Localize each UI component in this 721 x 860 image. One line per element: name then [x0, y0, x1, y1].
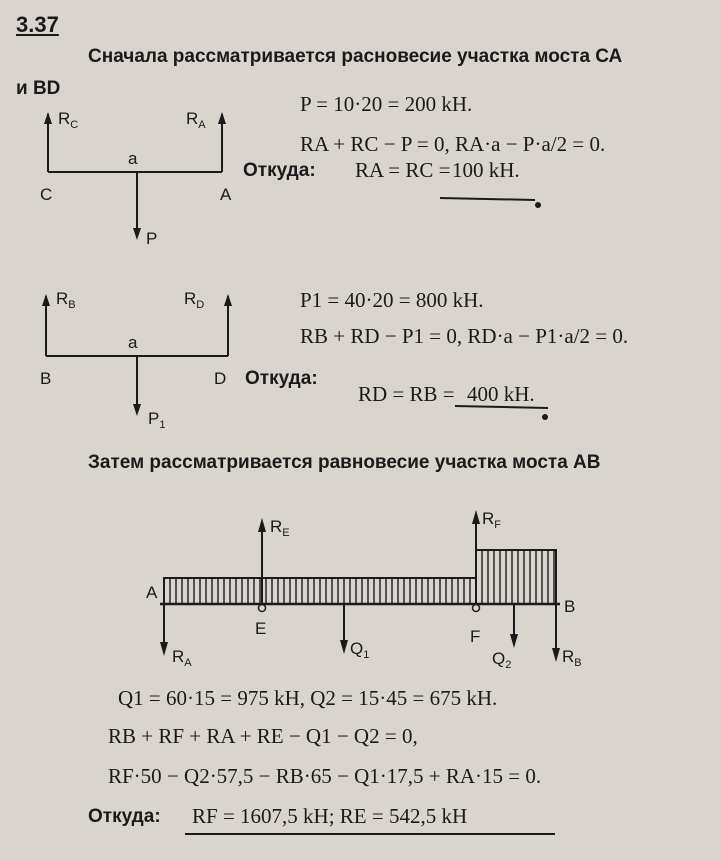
dot-2 — [542, 414, 548, 420]
underline-result-1 — [440, 198, 535, 200]
label-rc: $R_C$ — [58, 109, 79, 131]
part2-result-value: 400 kH. — [467, 382, 535, 406]
support-f — [473, 605, 480, 612]
part1-eq2: RA + RC − P = 0, RA·a − P·a/2 = 0. — [300, 132, 606, 156]
label-q1: $Q_1$ — [350, 639, 370, 661]
diagram-ca — [40, 109, 232, 248]
problem-number: 3.37 — [16, 12, 59, 37]
intro-line-2: и BD — [16, 78, 61, 99]
part1-eq1: P = 10·20 = 200 kH. — [300, 92, 473, 116]
part2-eq1: P1 = 40·20 = 800 kH. — [300, 288, 484, 312]
label-p: P — [146, 229, 158, 248]
label-rb-down: $R_B$ — [562, 647, 582, 669]
label-re: $R_E$ — [270, 517, 290, 539]
final-eq-sum: RB + RF + RA + RE − Q1 − Q2 = 0, — [108, 724, 418, 748]
part1-result-eq: RA = RC = — [355, 158, 451, 182]
label-ra: $R_A$ — [186, 109, 206, 131]
final-eq-moment: RF·50 − Q2·57,5 − RB·65 − Q1·17,5 + RA·15 = 0. — [108, 764, 542, 788]
label-a-len: a — [128, 149, 138, 168]
label-p1: $P_1$ — [148, 409, 166, 431]
section2-title: Затем рассматривается равновесие участка моста АВ — [88, 452, 601, 473]
label-q2: $Q_2$ — [492, 649, 512, 671]
label-b-end: B — [564, 597, 576, 616]
label-rb: $R_B$ — [56, 289, 76, 311]
dot-1 — [535, 202, 541, 208]
label-ra-down: $R_A$ — [172, 647, 192, 669]
diagram-ab — [146, 509, 582, 671]
final-result-prefix: Откуда: — [88, 806, 161, 827]
label-d: D — [214, 369, 227, 388]
label-e: E — [255, 619, 267, 638]
label-a: A — [146, 583, 158, 602]
label-rd: $R_D$ — [184, 289, 205, 311]
part2-result-prefix: Откуда: — [245, 368, 318, 389]
part2-result-eq: RD = RB = — [358, 382, 455, 406]
diagram-bd — [40, 289, 232, 431]
label-rf: $R_F$ — [482, 509, 502, 531]
final-eq-q: Q1 = 60·15 = 975 kH, Q2 = 15·45 = 675 kH. — [118, 686, 498, 710]
underline-result-2 — [455, 406, 548, 408]
part2-eq2: RB + RD − P1 = 0, RD·a − P1·a/2 = 0. — [300, 324, 629, 348]
label-c: C — [40, 185, 53, 204]
label-f: F — [470, 627, 481, 646]
label-b: B — [40, 369, 52, 388]
label-a-point: A — [220, 185, 232, 204]
part1-result-prefix: Откуда: — [243, 160, 316, 181]
final-result: RF = 1607,5 kH; RE = 542,5 kH — [192, 804, 468, 828]
part1-result-value: 100 kH. — [452, 158, 520, 182]
label-a-len-2: a — [128, 333, 138, 352]
intro-line-1: Сначала рассматривается расновесие участка моста СА — [88, 46, 623, 67]
support-e — [259, 605, 266, 612]
